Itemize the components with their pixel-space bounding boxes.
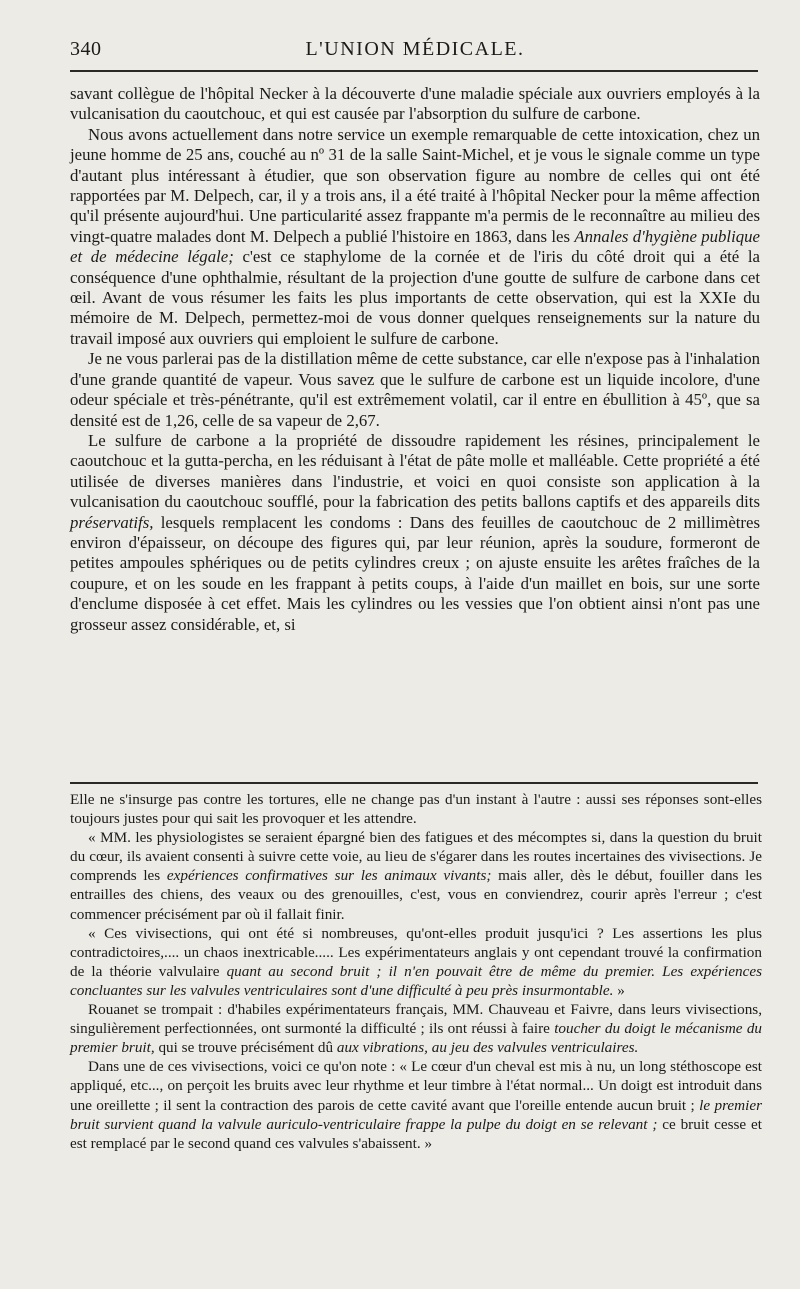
page-number: 340: [70, 38, 102, 60]
feuilleton-rule: [70, 782, 758, 784]
paragraph: savant collègue de l'hôpital Necker à la découverte d'une maladie spéciale aux ouvriers employés à la vulcanisation du caoutchouc, et qui est causée par l'absorption du sulfure de carbone.: [70, 84, 760, 124]
paragraph: Rouanet se trompait : d'habiles expérimentateurs français, MM. Chauveau et Faivre, dans leurs vivisections, singulièrement perfectionnées, ont surmonté la difficulté ; ils ont réussi à faire toucher du doigt le mécanisme du premier bruit, qui se trouve précisément dû aux vibrations, au jeu des valvules ventriculaires.: [70, 1001, 763, 1057]
paragraph: Le sulfure de carbone a la propriété de dissoudre rapidement les résines, principalement le caoutchouc et la gutta-percha, en les réduisant à l'état de pâte molle et malléable. Cette propriété a été utilisée de diverses manières dans l'industrie, et voici en quoi consiste son application à la vulcanisation du caoutchouc soufflé, pour la fabrication des petits ballons captifs et des appareils dits préservatifs, lesquels remplacent les condoms : Dans des feuilles de caoutchouc de 2 millimètres environ d'épaisseur, on découpe des figures qui, par leur réunion, après la soudure, formeront de petites ampoules sphériques ou de petits cylindres creux ; on ajuste ensuite les arêtes fraîches de la coupure, et on les soude en les frappant à petits coups, à l'aide d'un maillet en bois, sur une sorte d'enclume disposée à cet effet. Mais les cylindres ou les vessies que l'on obtient ainsi n'ont pas une grosseur assez considérable, et, si: [70, 430, 760, 634]
paragraph: Dans une de ces vivisections, voici ce qu'on note : « Le cœur d'un cheval est mis à nu, un long stéthoscope est appliqué, etc..., on perçoit les bruits avec leur rhythme et leur timbre à l'état normal... Un doigt est introduit dans une oreillette ; il sent la contraction des parois de cette cavité avant que l'oreille entende aucun bruit ; le premier bruit survient quand la valvule auriculo-ventriculaire frappe la pulpe du doigt en se relevant ; ce bruit cesse et est remplacé par le second quand ces valvules s'abaissent. »: [70, 1058, 763, 1152]
running-title: L'UNION MÉDICALE.: [305, 38, 525, 60]
paragraph: « MM. les physiologistes se seraient épargné bien des fatigues et des mécomptes si, dans la question du bruit du cœur, ils avaient consenti à suivre cette voie, au lieu de s'égarer dans les routes incertaines des vivisections. Je comprends les expériences confirmatives sur les animaux vivants; mais aller, dès le début, fouiller dans les entrailles des chiens, des veaux ou des grenouilles, c'est, vous en conviendrez, courir après l'erreur ; c'est commencer précisément par où il fallait finir.: [70, 829, 763, 923]
paragraph: Nous avons actuellement dans notre service un exemple remarquable de cette intoxication, chez un jeune homme de 25 ans, couché au nº 31 de la salle Saint-Michel, et je vous le signale comme un type d'autant plus intéressant à étudier, que son observation figure au nombre de celles qui ont été rapportées par M. Delpech, car, il y a trois ans, il a été traité à l'hôpital Necker pour la même affection qu'il présente aujourd'hui. Une particularité assez frappante m'a permis de le reconnaître au milieu des vingt-quatre malades dont M. Delpech a publié l'histoire en 1863, dans les Annales d'hygiène publique et de médecine légale; c'est ce staphylome de la cornée et de l'iris du côté droit qui a été la conséquence d'une ophthalmie, résultant de la projection d'une goutte de sulfure de carbone dans cet œil. Avant de vous résumer les faits les plus importants de cette observation, qui est la XXIe du mémoire de M. Delpech, permettez-moi de vous donner quelques renseignements sur la nature du travail imposé aux ouvriers qui emploient le sulfure de carbone.: [70, 124, 761, 348]
paragraph: Elle ne s'insurge pas contre les tortures, elle ne change pas d'un instant à l'autre : aussi ses réponses sont-elles toujours justes pour qui sait les provoquer et les attendre.: [70, 791, 762, 828]
article-body: [70, 84, 760, 635]
page-header: [70, 38, 760, 66]
journal-title: Annales d'hygiène publique et de médecine légale;: [70, 226, 760, 267]
feuilleton-section: [70, 790, 762, 1153]
header-rule: [70, 70, 758, 72]
paragraph: Je ne vous parlerai pas de la distillation même de cette substance, car elle n'expose pas à l'inhalation d'une grande quantité de vapeur. Vous savez que le sulfure de carbone est un liquide incolore, d'une odeur spéciale et très-pénétrante, qu'il est extrêmement volatil, car il entre en ébullition à 45º, que sa densité est de 1,26, celle de sa vapeur de 2,67.: [70, 349, 760, 430]
paragraph: « Ces vivisections, qui ont été si nombreuses, qu'ont-elles produit jusqu'ici ? Les assertions les plus contradictoires,.... un chaos inextricable..... Les expérimentateurs anglais y ont cependant trouvé la confirmation de la théorie valvulaire quant au second bruit ; il n'en pouvait être de même du premier. Les expériences concluantes sur les valvules ventriculaires sont d'une difficulté à peu près insurmontable. »: [70, 924, 762, 999]
